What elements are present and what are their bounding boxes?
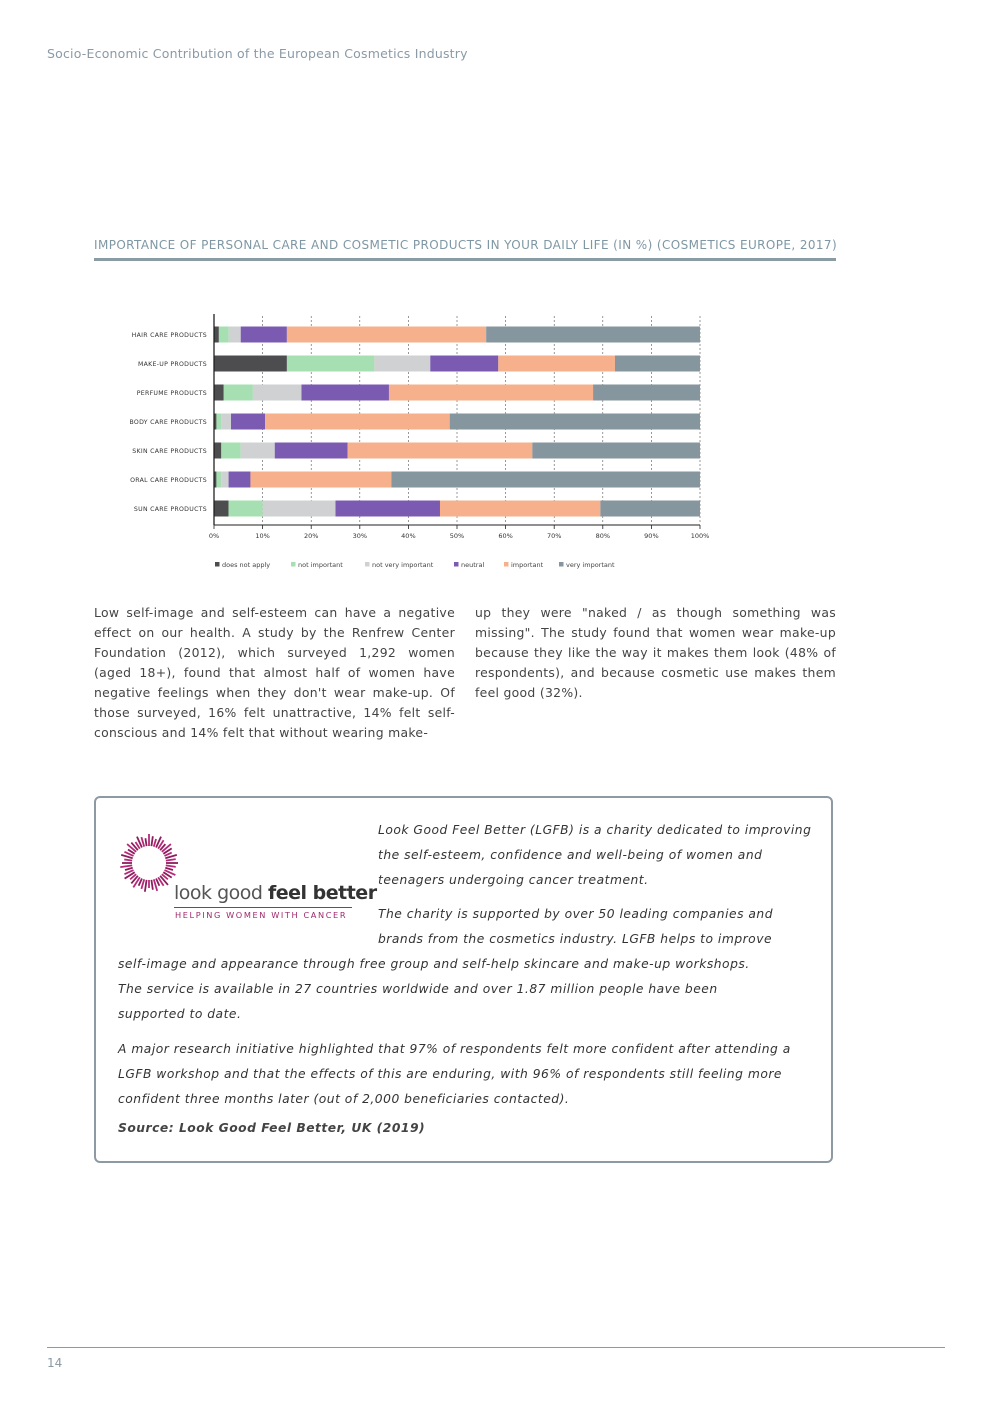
callout-source: Source: Look Good Feel Better, UK (2019) — [118, 1121, 426, 1135]
x-tick-label: 0% — [208, 532, 220, 540]
x-tick-label: 30% — [352, 532, 368, 540]
callout-para-3-line-1: A major research initiative highlighted that 97% of respondents felt more confident after attending a — [118, 1042, 791, 1056]
bar-segment — [216, 472, 221, 488]
legend-label: does not apply — [222, 561, 271, 569]
x-tick-label: 100% — [690, 532, 710, 540]
legend-label: not important — [298, 561, 343, 569]
category-label: ORAL CARE PRODUCTS — [130, 477, 207, 484]
logo-word-light: look good — [174, 882, 268, 904]
bar-segment — [229, 327, 241, 343]
x-tick-label: 60% — [498, 532, 513, 540]
category-label: HAIR CARE PRODUCTS — [131, 332, 207, 339]
logo-divider — [174, 907, 352, 908]
logo-ray — [125, 868, 133, 870]
bar-segment — [287, 327, 486, 343]
logo-ray — [145, 838, 146, 846]
bar-segment — [440, 501, 600, 517]
bar-segment — [287, 356, 374, 372]
bar-segment — [275, 443, 348, 459]
figure-title: IMPORTANCE OF PERSONAL CARE AND COSMETIC PRODUCTS IN YOUR DAILY LIFE (IN %) (COSMETICS EUROPE, 2017) — [94, 238, 836, 261]
callout-para-2-line-2: brands from the cosmetics industry. LGFB helps to improve — [378, 932, 773, 946]
legend-swatch — [559, 562, 564, 567]
callout-para-1-line-1: Look Good Feel Better (LGFB) is a charity dedicated to improving — [378, 823, 812, 837]
bar-segment — [301, 385, 388, 401]
legend-swatch — [504, 562, 509, 567]
bar-segment — [348, 443, 533, 459]
bar-segment — [430, 356, 498, 372]
stacked-bar-chart — [94, 300, 734, 569]
body-column-left: Low self-image and self-esteem can have a negative effect on our health. A study by the Renfrew Center Foundation (2012), which surveyed 1,292 women (aged 18+), found that almost half of women have negative feelings when they don't wear make-up. Of those surveyed, 16% felt unattractive, 14% felt self-conscious and 14% felt that without wearing make- — [94, 605, 455, 740]
callout-para-1-line-2: the self-esteem, confidence and well-being of women and — [378, 848, 763, 862]
bar-segment — [229, 501, 263, 517]
logo-ray — [145, 880, 147, 892]
bar-segment — [374, 356, 430, 372]
bar-segment — [336, 501, 440, 517]
callout-para-1-line-3: teenagers undergoing cancer treatment. — [378, 873, 649, 887]
x-tick-label: 80% — [595, 532, 611, 540]
x-tick-label: 50% — [449, 532, 465, 540]
legend-label: neutral — [461, 561, 485, 569]
bar-segment — [221, 443, 240, 459]
x-tick-label: 20% — [303, 532, 319, 540]
logo-ray — [151, 836, 152, 846]
lgfb-logo — [118, 832, 377, 922]
bar-segment — [253, 385, 302, 401]
bar-segment — [221, 414, 231, 430]
bar-segment — [498, 356, 615, 372]
bar-segment — [229, 472, 251, 488]
bar-segment — [593, 385, 700, 401]
bar-segment — [219, 327, 229, 343]
x-tick-label: 70% — [546, 532, 562, 540]
callout-para-2-line-3: self-image and appearance through free group and self-help skincare and make-up workshops. — [118, 957, 750, 971]
bar-segment — [241, 443, 275, 459]
bar-segment — [450, 414, 700, 430]
logo-word-bold: feel better — [267, 882, 377, 904]
callout-para-3-line-2: LGFB workshop and that the effects of this are enduring, with 96% of respondents still feeling more — [118, 1067, 782, 1081]
bar-segment — [214, 327, 219, 343]
legend-label: not very important — [372, 561, 434, 569]
bar-segment — [486, 327, 700, 343]
bar-segment — [263, 501, 336, 517]
logo-ray — [166, 859, 176, 860]
logo-ray — [151, 880, 152, 890]
category-label: PERFUME PRODUCTS — [136, 390, 207, 397]
callout-para-2-line-5: supported to date. — [118, 1007, 242, 1021]
x-tick-label: 40% — [401, 532, 416, 540]
bar-segment — [615, 356, 700, 372]
page-number: 14 — [47, 1356, 63, 1370]
category-label: MAKE-UP PRODUCTS — [137, 361, 207, 368]
bar-segment — [391, 472, 700, 488]
bar-segment — [216, 414, 221, 430]
legend-swatch — [365, 562, 370, 567]
callout-para-2-line-1: The charity is supported by over 50 leading companies and — [378, 907, 774, 921]
legend-swatch — [291, 562, 296, 567]
callout-para-3-line-3: confident three months later (out of 2,000 beneficiaries contacted). — [118, 1092, 570, 1106]
legend-swatch — [215, 562, 220, 567]
bar-segment — [224, 385, 253, 401]
callout-para-2-line-4: The service is available in 27 countries worldwide and over 1.87 million people have been — [118, 982, 718, 996]
bar-segment — [214, 385, 224, 401]
legend-swatch — [454, 562, 459, 567]
bar-segment — [250, 472, 391, 488]
bar-segment — [214, 501, 229, 517]
sunburst-ring-icon — [118, 832, 180, 894]
bar-segment — [231, 414, 265, 430]
logo-tagline: HELPING WOMEN WITH CANCER — [175, 910, 348, 920]
x-tick-label: 90% — [644, 532, 659, 540]
bar-segment — [532, 443, 700, 459]
bar-segment — [241, 327, 287, 343]
bar-segment — [265, 414, 450, 430]
bar-segment — [214, 443, 221, 459]
category-label: SUN CARE PRODUCTS — [133, 506, 207, 513]
logo-ray — [120, 865, 132, 867]
bar-segment — [214, 356, 287, 372]
bar-segment — [221, 472, 228, 488]
logo-ray — [166, 865, 176, 866]
logo-ray — [124, 859, 132, 860]
legend-label: very important — [566, 561, 615, 569]
category-label: SKIN CARE PRODUCTS — [132, 448, 207, 455]
body-column-right: up they were "naked / as though something was missing". The study found that women wear make-up because they like the way it makes them look (48% of respondents), and because cosmetic use makes them feel good (32%). — [475, 605, 836, 700]
footer-divider — [47, 1347, 945, 1348]
logo-wordmark — [174, 882, 377, 904]
running-header: Socio-Economic Contribution of the European Cosmetics Industry — [47, 46, 468, 61]
legend-label: important — [511, 561, 544, 569]
category-label: BODY CARE PRODUCTS — [129, 419, 207, 426]
bar-segment — [600, 501, 700, 517]
x-tick-label: 10% — [255, 532, 270, 540]
logo-ray — [165, 868, 173, 870]
logo-ray — [154, 839, 156, 847]
bar-segment — [389, 385, 593, 401]
